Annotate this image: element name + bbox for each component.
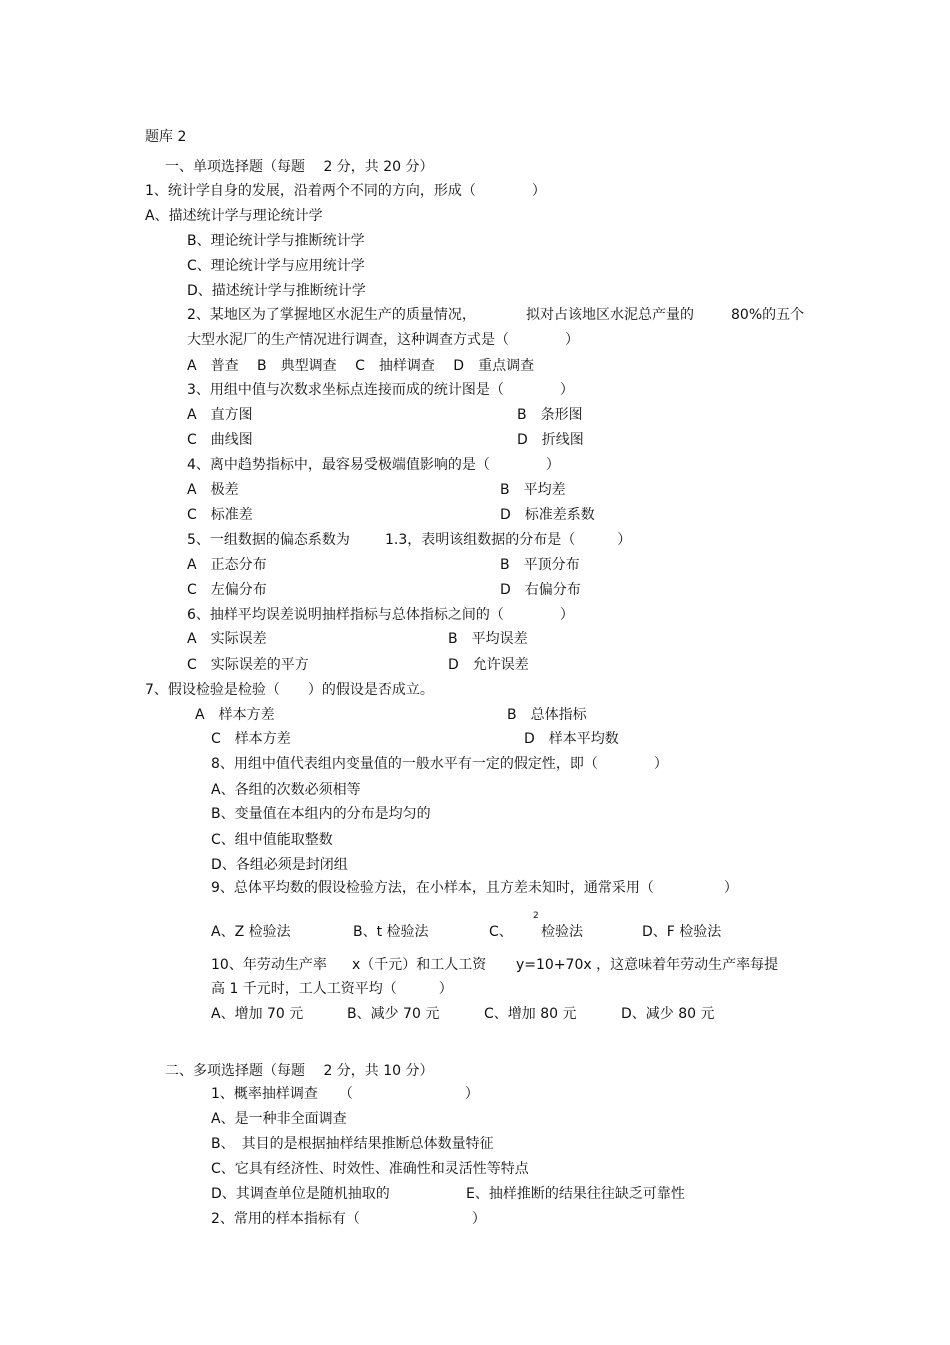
- q7-option-c: C 样本方差: [211, 731, 291, 747]
- section1-heading: 一、单项选择题（每题 2 分，共 20 分）: [165, 159, 434, 175]
- q2-stem-part3: 80%的五个: [731, 307, 805, 323]
- q1-option-a: A、描述统计学与理论统计学: [145, 208, 323, 224]
- q6-option-d: D 允许误差: [448, 657, 529, 673]
- s2-q1-option-a: A、是一种非全面调查: [211, 1111, 347, 1127]
- q6-stem: 6、抽样平均误差说明抽样指标与总体指标之间的（ ）: [187, 607, 574, 623]
- q1-stem: 1、统计学自身的发展，沿着两个不同的方向，形成（ ）: [145, 183, 546, 199]
- q3-option-c: C 曲线图: [187, 432, 253, 448]
- q8-stem: 8、用组中值代表组内变量值的一般水平有一定的假定性，即（ ）: [211, 756, 668, 772]
- q6-option-a: A 实际误差: [187, 631, 267, 647]
- q4-option-c: C 标准差: [187, 507, 253, 523]
- q8-option-b: B、变量值在本组内的分布是均匀的: [211, 806, 431, 822]
- q10-stem-part2: x（千元）和工人工资: [352, 957, 487, 973]
- q9-option-a: A、Z 检验法: [211, 924, 291, 940]
- q4-option-d: D 标准差系数: [500, 507, 595, 523]
- q1-option-d: D、描述统计学与推断统计学: [187, 283, 366, 299]
- section2-heading: 二、多项选择题（每题 2 分，共 10 分）: [165, 1063, 434, 1079]
- s2-q1-option-b: B、 其目的是根据抽样结果推断总体数量特征: [211, 1136, 494, 1152]
- q10-stem-part4: 高 1 千元时，工人工资平均（ ）: [211, 981, 453, 997]
- q5-option-b: B 平顶分布: [500, 557, 580, 573]
- q5-stem-part2: 1.3，表明该组数据的分布是（ ）: [385, 532, 632, 548]
- q3-option-d: D 折线图: [517, 432, 584, 448]
- q3-stem: 3、用组中值与次数求坐标点连接而成的统计图是（ ）: [187, 382, 574, 398]
- q1-option-b: B、理论统计学与推断统计学: [187, 233, 365, 249]
- q8-option-a: A、各组的次数必须相等: [211, 782, 361, 798]
- page-title: 题库 2: [145, 129, 187, 145]
- q8-option-d: D、各组必须是封闭组: [211, 857, 348, 873]
- q5-option-c: C 左偏分布: [187, 582, 267, 598]
- q4-option-b: B 平均差: [500, 482, 566, 498]
- s2-q1-option-d: D、其调查单位是随机抽取的: [211, 1186, 390, 1202]
- s2-q1-option-e: E、抽样推断的结果往往缺乏可靠性: [466, 1186, 685, 1202]
- s2-q1-option-c: C、它具有经济性、时效性、准确性和灵活性等特点: [211, 1161, 529, 1177]
- q2-stem-part4: 大型水泥厂的生产情况进行调查，这种调查方式是（ ）: [187, 332, 579, 348]
- q10-stem-part3: y=10+70x ，这意味着年劳动生产率每提: [516, 957, 779, 973]
- q10-stem-part1: 10、年劳动生产率: [211, 957, 327, 973]
- q4-option-a: A 极差: [187, 482, 239, 498]
- s2-q2-stem: 2、常用的样本指标有（ ）: [211, 1211, 486, 1227]
- q7-option-b: B 总体指标: [507, 707, 587, 723]
- q9-option-b: B、t 检验法: [353, 924, 429, 940]
- q4-stem: 4、离中趋势指标中，最容易受极端值影响的是（ ）: [187, 457, 560, 473]
- q1-option-c: C、理论统计学与应用统计学: [187, 258, 365, 274]
- q10-option-c: C、增加 80 元: [484, 1006, 577, 1022]
- q5-option-a: A 正态分布: [187, 557, 267, 573]
- q10-option-d: D、减少 80 元: [621, 1006, 715, 1022]
- q2-options: A 普查 B 典型调查 C 抽样调查 D 重点调查: [187, 358, 535, 374]
- q10-option-b: B、减少 70 元: [347, 1006, 440, 1022]
- q10-option-a: A、增加 70 元: [211, 1006, 304, 1022]
- q3-option-a: A 直方图: [187, 407, 253, 423]
- q7-option-a: A 样本方差: [195, 707, 275, 723]
- q9-superscript: 2: [533, 911, 539, 921]
- q7-stem: 7、假设检验是检验（ ）的假设是否成立。: [145, 682, 434, 698]
- q9-option-d: D、F 检验法: [642, 924, 722, 940]
- q6-option-b: B 平均误差: [448, 631, 528, 647]
- q2-stem-part1: 2、某地区为了掌握地区水泥生产的质量情况，: [187, 307, 476, 323]
- q5-stem-part1: 5、一组数据的偏态系数为: [187, 532, 350, 548]
- q5-option-d: D 右偏分布: [500, 582, 581, 598]
- q2-stem-part2: 拟对占该地区水泥总产量的: [526, 307, 694, 323]
- q6-option-c: C 实际误差的平方: [187, 657, 309, 673]
- q3-option-b: B 条形图: [517, 407, 583, 423]
- q7-option-d: D 样本平均数: [524, 731, 619, 747]
- q9-option-c: C、: [489, 924, 513, 940]
- q9-stem: 9、总体平均数的假设检验方法，在小样本，且方差未知时，通常采用（ ）: [211, 880, 738, 896]
- q9-option-c-text: 检验法: [541, 924, 583, 940]
- s2-q1-stem: 1、概率抽样调查 （ ）: [211, 1086, 479, 1102]
- q8-option-c: C、组中值能取整数: [211, 832, 333, 848]
